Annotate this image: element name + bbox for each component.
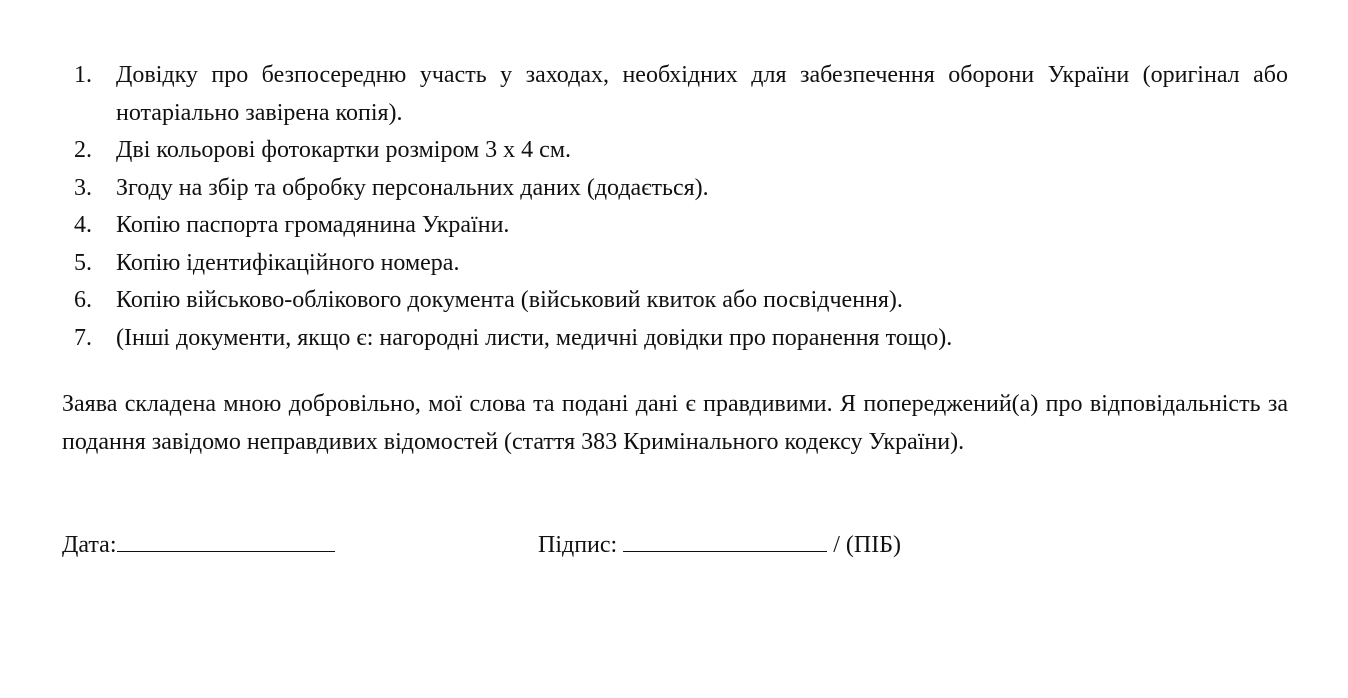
list-item-number: 5. xyxy=(74,249,92,276)
signature-label: Підпис: xyxy=(538,532,618,558)
list-item-text: Згоду на збір та обробку персональних даних (додається). xyxy=(116,174,709,201)
list-item-number: 3. xyxy=(74,174,92,201)
full-name-label: / (ПІБ) xyxy=(827,532,901,558)
list-item-text: Копію паспорта громадянина України. xyxy=(116,212,510,238)
signature-row xyxy=(62,526,1288,564)
list-item xyxy=(62,320,1288,358)
list-item-text: Копію ідентифікаційного номера. xyxy=(116,249,460,276)
list-item-text: Копію військово-облікового документа (військовий квиток або посвідчення). xyxy=(116,287,903,313)
attached-documents-list xyxy=(62,57,1288,357)
list-item xyxy=(62,245,1288,283)
list-item-text: Довідку про безпосередню участь у заходах, необхідних для забезпечення оборони України (оригінал або нотаріально завірена копія). xyxy=(116,62,1288,126)
list-item xyxy=(62,282,1288,320)
list-item-text: (Інші документи, якщо є: нагородні листи, медичні довідки про поранення тощо). xyxy=(116,324,953,351)
date-blank-line[interactable] xyxy=(117,529,335,552)
list-item xyxy=(62,207,1288,245)
list-item-text: Дві кольорові фотокартки розміром 3 х 4 см. xyxy=(116,137,572,163)
list-item xyxy=(62,170,1288,208)
list-item-number: 6. xyxy=(74,287,92,313)
list-item-number: 7. xyxy=(74,324,92,351)
date-label: Дата: xyxy=(62,532,117,558)
list-item-number: 4. xyxy=(74,212,92,238)
declaration-statement: Заява складена мною добровільно, мої слова та подані дані є правдивими. Я попереджений(а) про відповідальність за подання завідомо неправдивих відомостей (стаття 383 Кримінального кодексу України). xyxy=(62,391,1288,455)
list-item-number: 2. xyxy=(74,137,92,163)
list-item-number: 1. xyxy=(74,62,92,88)
date-block xyxy=(62,526,335,564)
list-item xyxy=(62,57,1288,132)
list-item xyxy=(62,132,1288,170)
signature-block xyxy=(538,526,901,564)
signature-blank-line[interactable] xyxy=(623,529,827,552)
